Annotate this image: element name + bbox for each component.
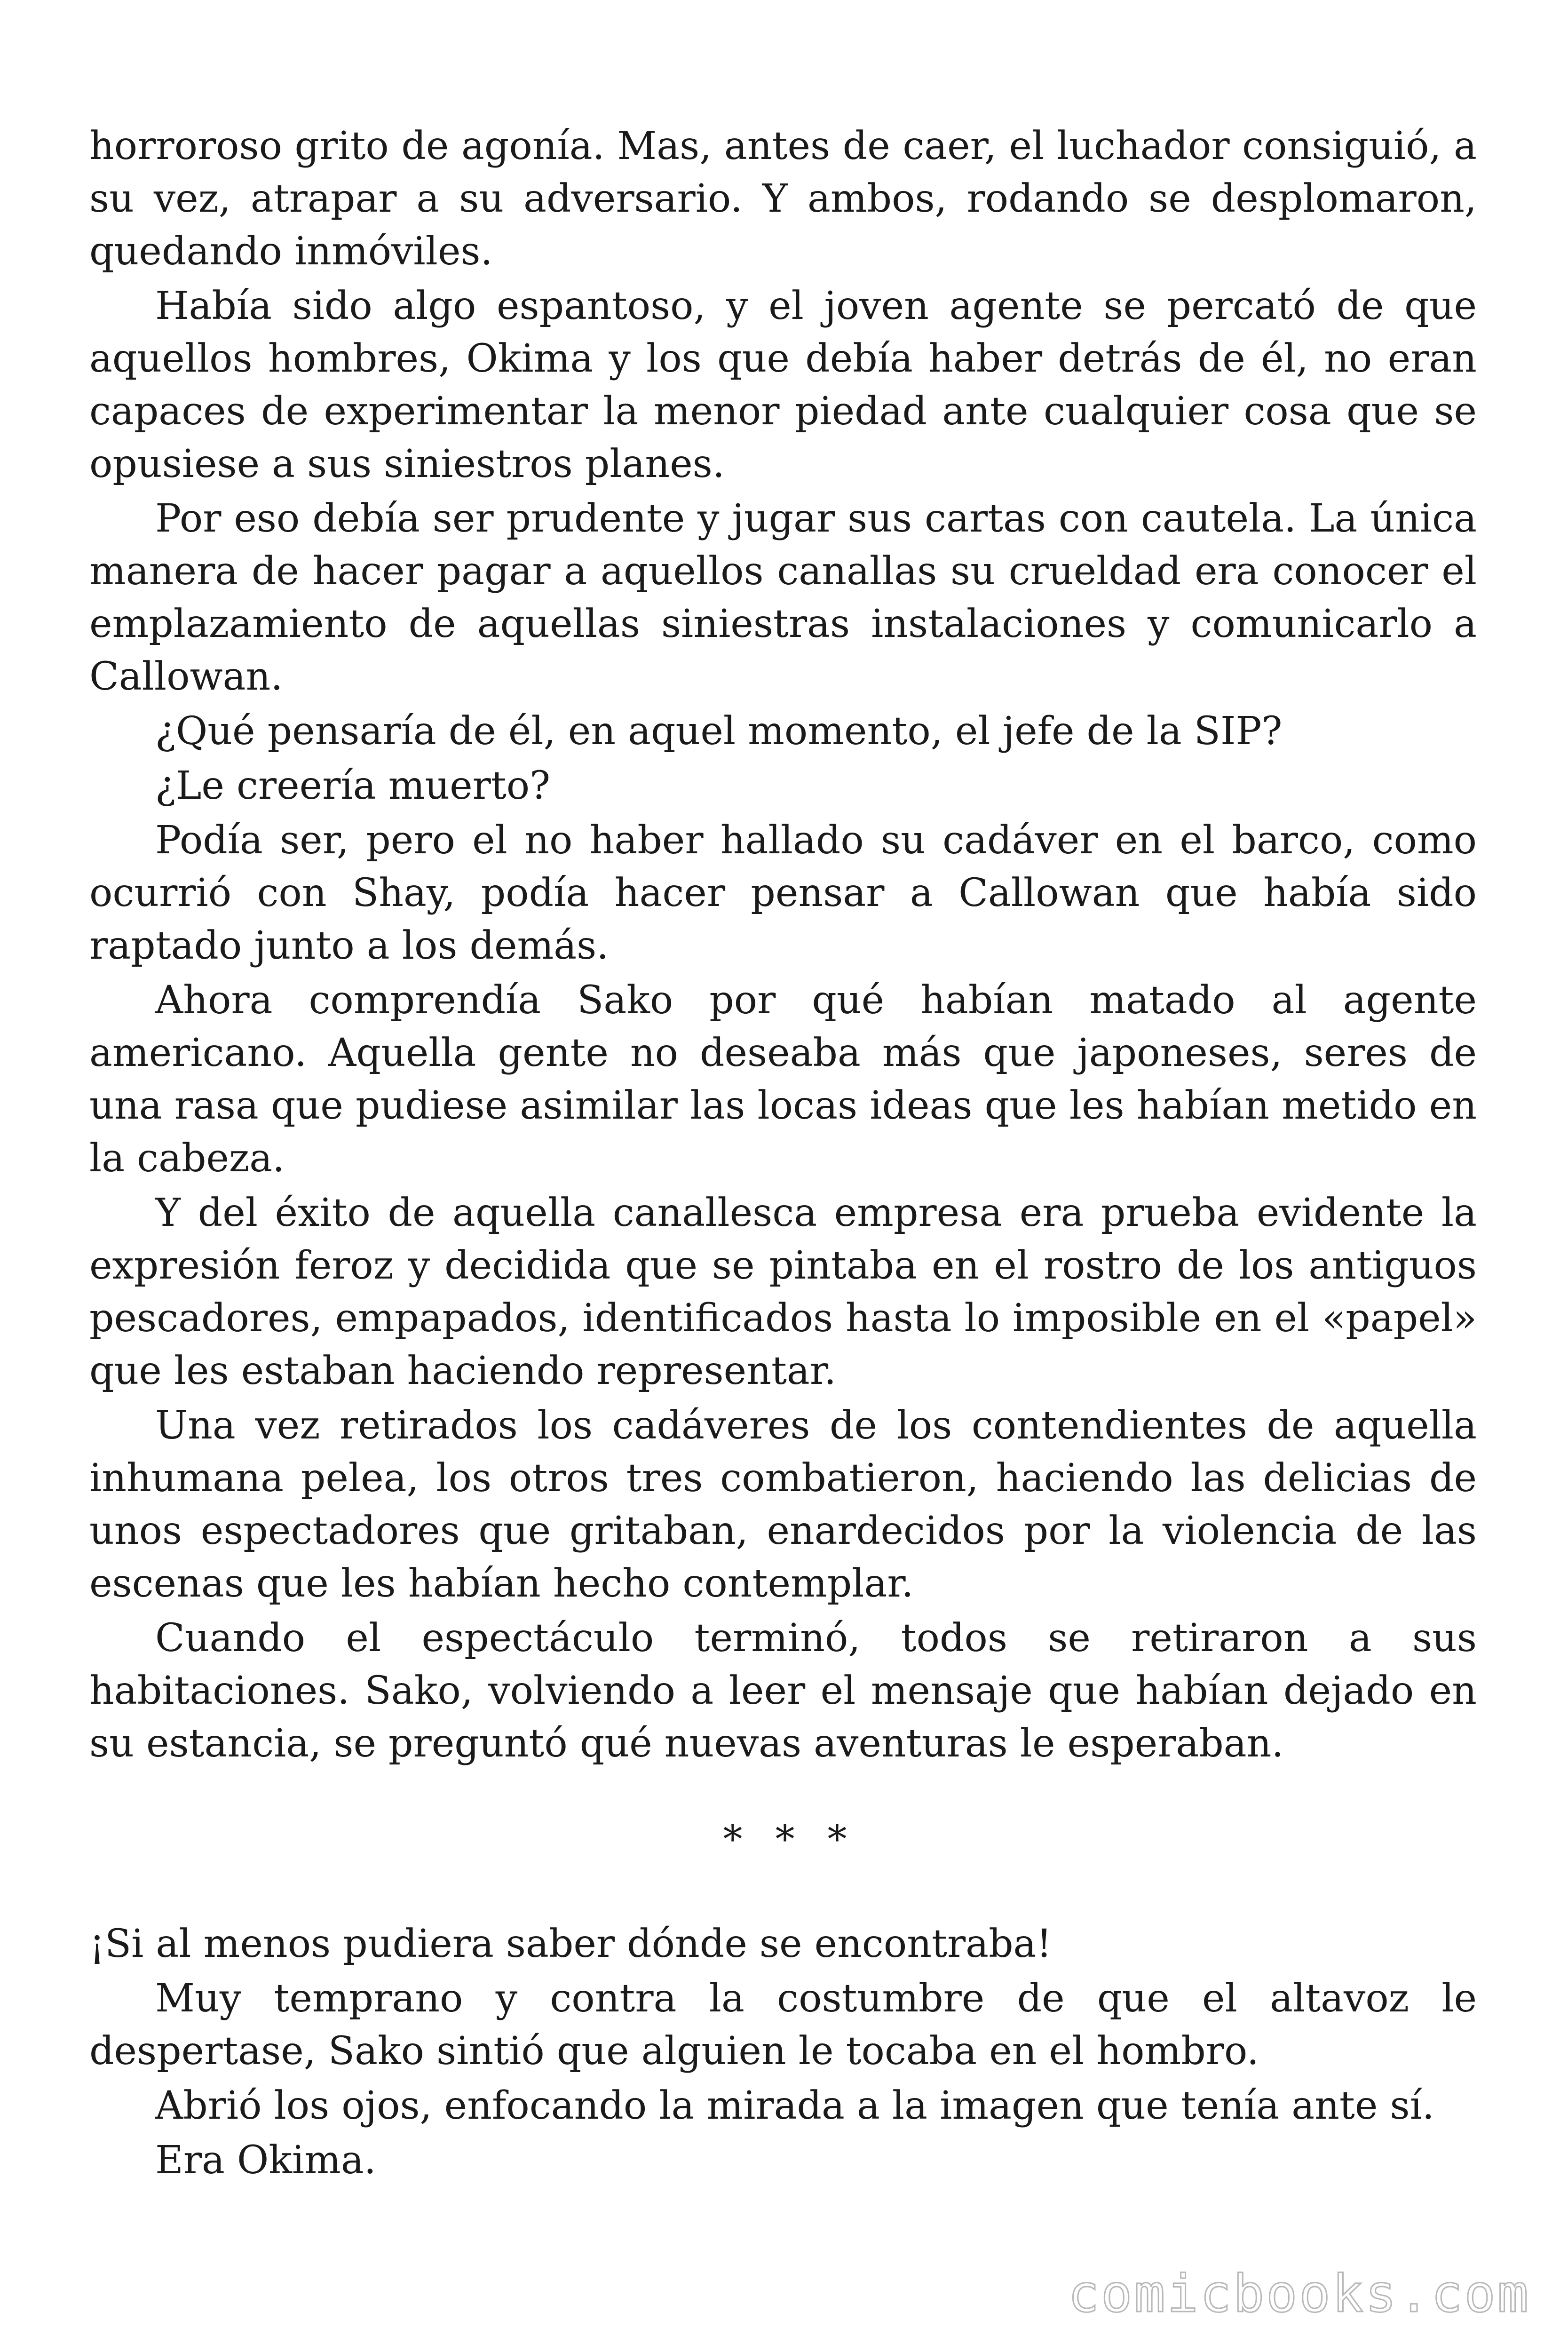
paragraph-7: Ahora comprendía Sako por qué habían matado al agente americano. Aquella gente no deseaba más que japoneses, seres de una rasa que pudiese asimilar las locas ideas que les habían metido en la cabeza. (89, 978, 1477, 1181)
paragraph-2: Había sido algo espantoso, y el joven agente se percató de que aquellos hombres, Okima y los que debía haber detrás de él, no eran capaces de experimentar la menor piedad ante cualquier cosa que se opusiese a sus siniestros planes. (89, 284, 1477, 486)
text-after-break (89, 1918, 1477, 2187)
paragraph-5: ¿Le creería muerto? (155, 763, 551, 808)
scene-break: * * * (723, 1817, 857, 1862)
paragraph-12: Muy temprano y contra la costumbre de que el altavoz le despertase, Sako sintió que alguien le tocaba en el hombro. (89, 1976, 1477, 2074)
paragraph-14: Era Okima. (155, 2138, 376, 2183)
paragraph-8: Y del éxito de aquella canallesca empresa era prueba evidente la expresión feroz y decidida que se pintaba en el rostro de los antiguos pescadores, empapados, identificados hasta lo imposible en el «papel» que les estaban haciendo representar. (89, 1191, 1477, 1393)
watermark: comicbooks.com (1068, 2264, 1530, 2324)
paragraph-11: ¡Si al menos pudiera saber dónde se encontraba! (89, 1922, 1052, 1966)
paragraph-1: horroroso grito de agonía. Mas, antes de caer, el luchador consiguió, a su vez, atrapar a su adversario. Y ambos, rodando se desplomaron, quedando inmóviles. (89, 124, 1477, 274)
paragraph-4: ¿Qué pensaría de él, en aquel momento, el jefe de la SIP? (155, 709, 1283, 754)
paragraph-10: Cuando el espectáculo terminó, todos se retiraron a sus habitaciones. Sako, volviendo a leer el mensaje que habían dejado en su estancia, se preguntó qué nuevas aventuras le esperaban. (89, 1616, 1477, 1766)
text-before-break (89, 120, 1477, 1770)
paragraph-9: Una vez retirados los cadáveres de los contendientes de aquella inhumana pelea, los otros tres combatieron, haciendo las delicias de unos espectadores que gritaban, enardecidos por la violencia de las escenas que les habían hecho contemplar. (89, 1403, 1477, 1606)
paragraph-6: Podía ser, pero el no haber hallado su cadáver en el barco, como ocurrió con Shay, podía hacer pensar a Callowan que había sido raptado junto a los demás. (89, 818, 1477, 968)
paragraph-3: Por eso debía ser prudente y jugar sus cartas con cautela. La única manera de hacer pagar a aquellos canallas su crueldad era conocer el emplazamiento de aquellas siniestras instalaciones y comunicarlo a Callowan. (89, 496, 1477, 699)
page-body (89, 120, 1477, 2187)
paragraph-13: Abrió los ojos, enfocando la mirada a la imagen que tenía ante sí. (155, 2083, 1434, 2128)
